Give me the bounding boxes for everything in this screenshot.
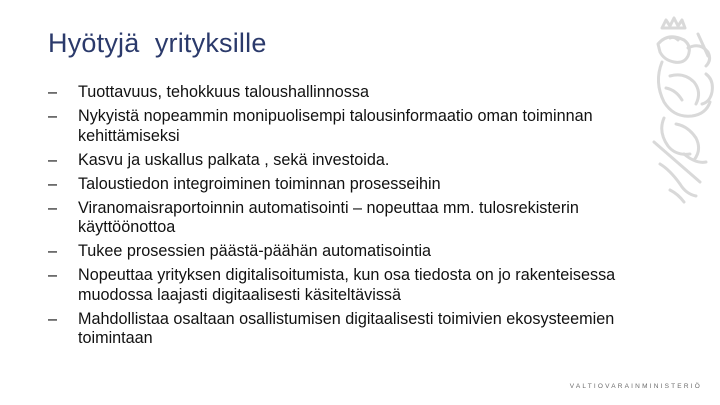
bullet-text: Nopeuttaa yrityksen digitalisoitumista, kun osa tiedosta on jo rakenteisessa muodossa laajasti digitaalisesti käsiteltävissä — [78, 266, 616, 304]
bullet-item — [48, 151, 628, 171]
bullet-item — [48, 107, 628, 146]
bullet-item — [48, 83, 628, 103]
bullet-text: Nykyistä nopeammin monipuolisempi talousinformaatio oman toiminnan kehittämiseksi — [78, 107, 593, 145]
bullet-marker: – — [48, 242, 58, 260]
bullet-item — [48, 242, 628, 262]
finnish-lion-emblem-icon — [640, 14, 715, 214]
bullet-text: Viranomaisraportoinnin automatisointi – nopeuttaa mm. tulosrekisterin käyttöönottoa — [78, 198, 579, 236]
bullet-text: Tukee prosessien päästä-päähän automatisointia — [78, 242, 432, 260]
bullet-text: Mahdollistaa osaltaan osallistumisen digitaalisesti toimivien ekosysteemien toimintaan — [78, 309, 615, 347]
bullet-marker: – — [48, 174, 58, 193]
footer-brand-wordmark: VALTIOVARAINMINISTERIÖ — [569, 383, 702, 390]
bullet-text: Taloustiedon integroiminen toiminnan prosesseihin — [78, 174, 441, 193]
bullet-marker: – — [48, 266, 58, 284]
bullet-item — [48, 266, 628, 305]
bullet-item — [48, 199, 628, 238]
bullet-marker: – — [48, 107, 58, 125]
bullet-marker: – — [48, 150, 58, 169]
bullet-list — [48, 83, 628, 353]
bullet-item — [48, 310, 628, 349]
bullet-marker: – — [48, 83, 58, 101]
bullet-text: Tuottavuus, tehokkuus taloushallinnossa — [78, 83, 369, 101]
bullet-item — [48, 175, 628, 195]
bullet-marker: – — [48, 309, 58, 328]
slide-title: Hyötyjä yrityksille — [48, 28, 267, 58]
bullet-text: Kasvu ja uskallus palkata , sekä investoida. — [78, 150, 390, 169]
bullet-marker: – — [48, 198, 58, 217]
